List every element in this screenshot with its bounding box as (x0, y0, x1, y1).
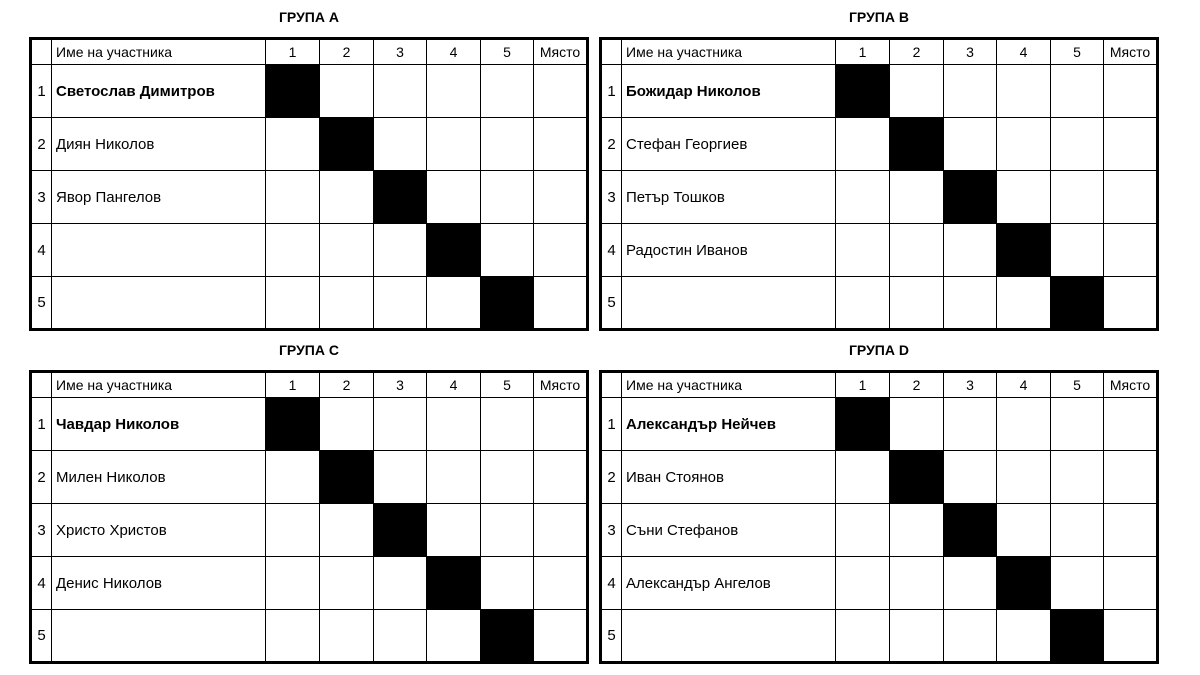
header-round-4: 4 (997, 372, 1051, 398)
participant-number: 1 (31, 398, 52, 451)
participant-number: 5 (601, 610, 622, 663)
participant-row (601, 504, 1158, 557)
blocked-cell (997, 224, 1051, 277)
header-round-5: 5 (481, 372, 534, 398)
score-cell[interactable] (481, 118, 534, 171)
score-cell[interactable] (481, 224, 534, 277)
score-cell[interactable] (374, 224, 427, 277)
participant-number: 3 (601, 504, 622, 557)
score-cell[interactable] (374, 118, 427, 171)
score-cell[interactable] (374, 557, 427, 610)
participant-row (601, 277, 1158, 330)
score-cell[interactable] (997, 118, 1051, 171)
header-round-4: 4 (427, 39, 481, 65)
score-cell[interactable] (836, 171, 890, 224)
place-cell[interactable] (534, 610, 588, 663)
table-header-row (601, 372, 1158, 398)
participant-number: 4 (601, 557, 622, 610)
place-cell[interactable] (1104, 557, 1158, 610)
participant-number: 3 (31, 504, 52, 557)
participant-name[interactable] (52, 277, 266, 330)
group-table (29, 370, 589, 664)
blocked-cell (944, 504, 997, 557)
group-title: ГРУПА С (279, 342, 339, 358)
participant-name[interactable]: Диян Николов (52, 118, 266, 171)
blocked-cell (997, 557, 1051, 610)
participant-name[interactable]: Петър Тошков (622, 171, 836, 224)
place-cell[interactable] (1104, 504, 1158, 557)
score-cell[interactable] (1051, 224, 1104, 277)
participant-row (601, 398, 1158, 451)
participant-row (31, 610, 588, 663)
blocked-cell (427, 224, 481, 277)
header-round-4: 4 (997, 39, 1051, 65)
score-cell[interactable] (320, 65, 374, 118)
score-cell[interactable] (374, 65, 427, 118)
score-cell[interactable] (374, 610, 427, 663)
place-cell[interactable] (1104, 224, 1158, 277)
header-round-5: 5 (1051, 372, 1104, 398)
score-cell[interactable] (427, 277, 481, 330)
score-cell[interactable] (266, 451, 320, 504)
place-cell[interactable] (1104, 451, 1158, 504)
blocked-cell (266, 398, 320, 451)
participant-number: 2 (601, 451, 622, 504)
header-place: Място (1104, 39, 1158, 65)
participant-name[interactable]: Христо Христов (52, 504, 266, 557)
place-cell[interactable] (1104, 171, 1158, 224)
blocked-cell (1051, 610, 1104, 663)
participant-number: 4 (601, 224, 622, 277)
score-cell[interactable] (374, 451, 427, 504)
header-round-5: 5 (481, 39, 534, 65)
participant-row (31, 398, 588, 451)
participant-row (31, 277, 588, 330)
header-round-1: 1 (266, 372, 320, 398)
place-cell[interactable] (534, 451, 588, 504)
participant-number: 4 (31, 224, 52, 277)
participant-name[interactable]: Явор Пангелов (52, 171, 266, 224)
header-round-2: 2 (320, 39, 374, 65)
score-cell[interactable] (997, 171, 1051, 224)
blocked-cell (481, 610, 534, 663)
score-cell[interactable] (481, 171, 534, 224)
participant-name[interactable] (622, 277, 836, 330)
participant-row (31, 451, 588, 504)
participant-name[interactable]: Иван Стоянов (622, 451, 836, 504)
participant-row (31, 171, 588, 224)
header-round-2: 2 (320, 372, 374, 398)
participant-row (601, 224, 1158, 277)
participant-name[interactable]: Александър Нейчев (622, 398, 836, 451)
score-cell[interactable] (997, 65, 1051, 118)
table-header-row (31, 39, 588, 65)
score-cell[interactable] (890, 277, 944, 330)
score-cell[interactable] (997, 398, 1051, 451)
score-cell[interactable] (836, 451, 890, 504)
score-cell[interactable] (1051, 451, 1104, 504)
participant-row (31, 118, 588, 171)
blocked-cell (481, 277, 534, 330)
blocked-cell (374, 504, 427, 557)
blocked-cell (320, 118, 374, 171)
place-cell[interactable] (1104, 610, 1158, 663)
participant-row (31, 224, 588, 277)
place-cell[interactable] (534, 277, 588, 330)
score-cell[interactable] (836, 557, 890, 610)
place-cell[interactable] (534, 398, 588, 451)
participant-number: 5 (31, 277, 52, 330)
blocked-cell (427, 557, 481, 610)
group-table (599, 370, 1159, 664)
place-cell[interactable] (534, 171, 588, 224)
score-cell[interactable] (266, 610, 320, 663)
participant-row (601, 171, 1158, 224)
score-cell[interactable] (890, 557, 944, 610)
score-cell[interactable] (944, 557, 997, 610)
participant-name[interactable]: Чавдар Николов (52, 398, 266, 451)
score-cell[interactable] (320, 610, 374, 663)
group-table (599, 37, 1159, 331)
place-cell[interactable] (1104, 398, 1158, 451)
blocked-cell (890, 451, 944, 504)
header-round-3: 3 (374, 39, 427, 65)
score-cell[interactable] (944, 65, 997, 118)
participant-number: 1 (601, 398, 622, 451)
participant-name[interactable]: Стефан Георгиев (622, 118, 836, 171)
score-cell[interactable] (320, 557, 374, 610)
participant-name[interactable]: Милен Николов (52, 451, 266, 504)
participant-row (601, 118, 1158, 171)
score-cell[interactable] (1051, 398, 1104, 451)
header-round-3: 3 (944, 372, 997, 398)
score-cell[interactable] (427, 398, 481, 451)
score-cell[interactable] (836, 224, 890, 277)
score-cell[interactable] (944, 277, 997, 330)
participant-name[interactable]: Денис Николов (52, 557, 266, 610)
score-cell[interactable] (997, 277, 1051, 330)
participant-number: 1 (601, 65, 622, 118)
place-cell[interactable] (534, 65, 588, 118)
score-cell[interactable] (997, 451, 1051, 504)
score-cell[interactable] (1051, 504, 1104, 557)
score-cell[interactable] (427, 451, 481, 504)
blocked-cell (320, 451, 374, 504)
score-cell[interactable] (836, 118, 890, 171)
participant-number: 5 (601, 277, 622, 330)
score-cell[interactable] (836, 504, 890, 557)
place-cell[interactable] (1104, 277, 1158, 330)
header-round-3: 3 (944, 39, 997, 65)
score-cell[interactable] (1051, 171, 1104, 224)
score-cell[interactable] (320, 224, 374, 277)
participant-number: 2 (601, 118, 622, 171)
score-cell[interactable] (266, 118, 320, 171)
score-cell[interactable] (266, 557, 320, 610)
participant-name[interactable] (622, 610, 836, 663)
score-cell[interactable] (481, 557, 534, 610)
header-round-4: 4 (427, 372, 481, 398)
score-cell[interactable] (320, 171, 374, 224)
blocked-cell (836, 398, 890, 451)
participant-name[interactable]: Светослав Димитров (52, 65, 266, 118)
group-title: ГРУПА D (849, 342, 909, 358)
score-cell[interactable] (320, 398, 374, 451)
score-cell[interactable] (427, 610, 481, 663)
header-round-2: 2 (890, 39, 944, 65)
score-cell[interactable] (944, 610, 997, 663)
participant-row (31, 65, 588, 118)
participant-name[interactable]: Радостин Иванов (622, 224, 836, 277)
score-cell[interactable] (481, 65, 534, 118)
score-cell[interactable] (1051, 65, 1104, 118)
participant-row (601, 451, 1158, 504)
header-round-1: 1 (836, 372, 890, 398)
score-cell[interactable] (374, 398, 427, 451)
score-cell[interactable] (997, 610, 1051, 663)
participant-number: 3 (31, 171, 52, 224)
header-number-cell (601, 39, 622, 65)
participant-row (601, 65, 1158, 118)
header-name: Име на участника (622, 372, 836, 398)
participant-number: 4 (31, 557, 52, 610)
score-cell[interactable] (944, 451, 997, 504)
score-cell[interactable] (320, 277, 374, 330)
score-cell[interactable] (266, 224, 320, 277)
header-round-1: 1 (266, 39, 320, 65)
score-cell[interactable] (890, 65, 944, 118)
blocked-cell (1051, 277, 1104, 330)
participant-number: 2 (31, 118, 52, 171)
score-cell[interactable] (836, 277, 890, 330)
score-cell[interactable] (890, 224, 944, 277)
header-place: Място (1104, 372, 1158, 398)
participant-number: 2 (31, 451, 52, 504)
place-cell[interactable] (1104, 65, 1158, 118)
header-round-2: 2 (890, 372, 944, 398)
group-title: ГРУПА В (849, 9, 909, 25)
blocked-cell (890, 118, 944, 171)
group-title: ГРУПА А (279, 9, 339, 25)
group-table (29, 37, 589, 331)
blocked-cell (944, 171, 997, 224)
header-name: Име на участника (52, 39, 266, 65)
participant-number: 3 (601, 171, 622, 224)
participant-row (31, 557, 588, 610)
score-cell[interactable] (427, 504, 481, 557)
participant-name[interactable]: Съни Стефанов (622, 504, 836, 557)
score-cell[interactable] (944, 224, 997, 277)
score-cell[interactable] (944, 118, 997, 171)
score-cell[interactable] (427, 118, 481, 171)
header-round-1: 1 (836, 39, 890, 65)
score-cell[interactable] (266, 504, 320, 557)
place-cell[interactable] (534, 504, 588, 557)
score-cell[interactable] (890, 610, 944, 663)
table-header-row (31, 372, 588, 398)
participant-row (601, 557, 1158, 610)
place-cell[interactable] (1104, 118, 1158, 171)
place-cell[interactable] (534, 118, 588, 171)
participant-name[interactable]: Александър Ангелов (622, 557, 836, 610)
participant-row (601, 610, 1158, 663)
score-cell[interactable] (481, 398, 534, 451)
participant-number: 1 (31, 65, 52, 118)
participant-name[interactable] (52, 224, 266, 277)
header-place: Място (534, 372, 588, 398)
place-cell[interactable] (534, 224, 588, 277)
header-round-3: 3 (374, 372, 427, 398)
score-cell[interactable] (427, 65, 481, 118)
score-cell[interactable] (374, 277, 427, 330)
participant-name[interactable]: Божидар Николов (622, 65, 836, 118)
header-name: Име на участника (52, 372, 266, 398)
score-cell[interactable] (890, 171, 944, 224)
place-cell[interactable] (534, 557, 588, 610)
score-cell[interactable] (320, 504, 374, 557)
blocked-cell (266, 65, 320, 118)
header-place: Място (534, 39, 588, 65)
header-number-cell (601, 372, 622, 398)
participant-number: 5 (31, 610, 52, 663)
blocked-cell (836, 65, 890, 118)
header-name: Име на участника (622, 39, 836, 65)
score-cell[interactable] (890, 398, 944, 451)
score-cell[interactable] (481, 451, 534, 504)
header-number-cell (31, 372, 52, 398)
score-cell[interactable] (481, 504, 534, 557)
score-cell[interactable] (997, 504, 1051, 557)
header-number-cell (31, 39, 52, 65)
score-cell[interactable] (890, 504, 944, 557)
score-cell[interactable] (1051, 118, 1104, 171)
table-header-row (601, 39, 1158, 65)
score-cell[interactable] (944, 398, 997, 451)
blocked-cell (374, 171, 427, 224)
score-cell[interactable] (427, 171, 481, 224)
score-cell[interactable] (836, 610, 890, 663)
score-cell[interactable] (266, 171, 320, 224)
header-round-5: 5 (1051, 39, 1104, 65)
score-cell[interactable] (266, 277, 320, 330)
score-cell[interactable] (1051, 557, 1104, 610)
participant-name[interactable] (52, 610, 266, 663)
participant-row (31, 504, 588, 557)
